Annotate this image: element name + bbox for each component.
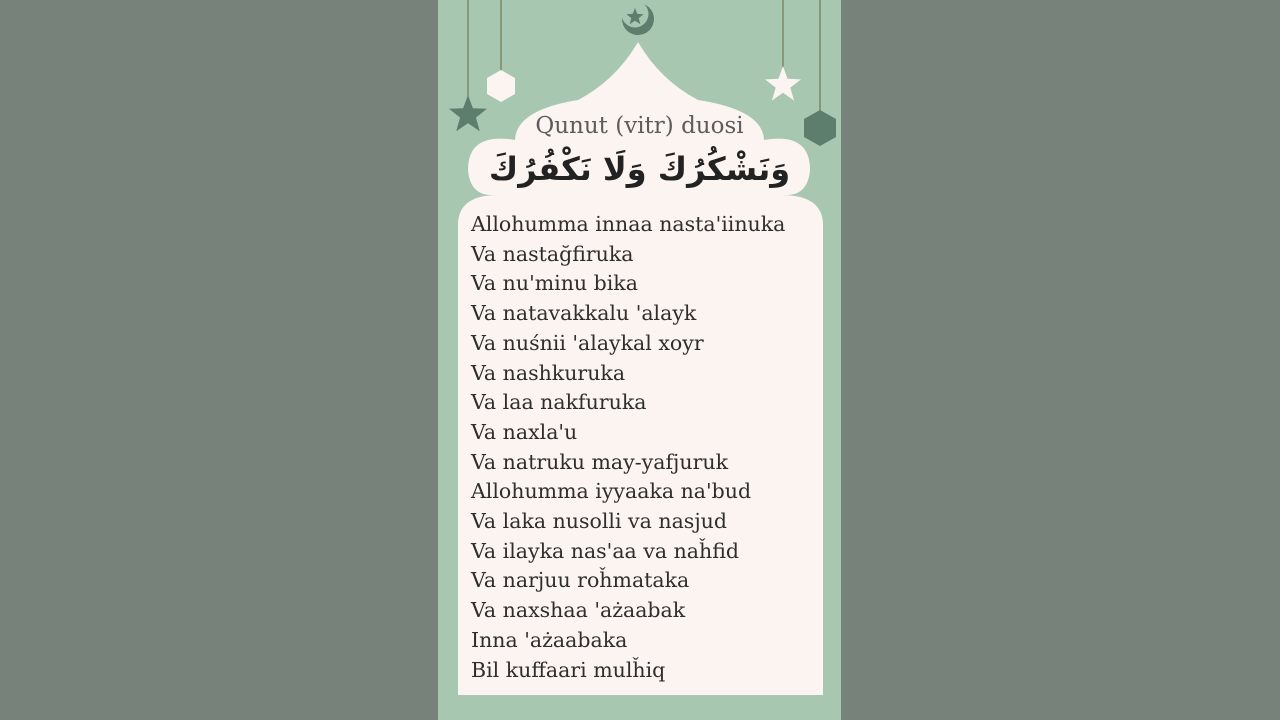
dua-line: Va nashkuruka — [471, 360, 626, 385]
dua-line: Va laa nakfuruka — [471, 390, 647, 415]
dua-text-list — [471, 210, 826, 685]
dua-line: Va narjuu roȟmataka — [471, 568, 690, 593]
left-letterbox — [0, 0, 438, 720]
dua-line: Allohumma innaa nasta'iinuka — [471, 212, 786, 236]
right-letterbox — [841, 0, 1280, 720]
dua-line: Allohumma iyyaaka na'bud — [471, 479, 752, 504]
dua-line: Va nu'minu bika — [471, 271, 638, 296]
dua-line: Va nastağfiruka — [471, 241, 634, 266]
crescent-star-icon — [622, 1, 655, 36]
dua-line: Va naxla'u — [471, 419, 578, 444]
dua-line: Va natavakkalu 'alayk — [471, 301, 697, 326]
dua-line: Bil kuffaari mulȟiq — [471, 657, 666, 682]
left-hexagon-icon — [487, 70, 515, 102]
page-title: Qunut (vitr) duosi — [535, 113, 744, 139]
arabic-phrase: وَنَشْكُرُكَ وَلَا نَكْفُرُكَ — [488, 150, 791, 188]
dua-line: Va laka nusolli va nasjud — [471, 509, 727, 534]
dua-line: Va natruku may-yafjuruk — [471, 449, 729, 474]
dua-line: Inna 'ażaabaka — [471, 627, 628, 652]
dua-line: Va ilayka nas'aa va naȟfid — [471, 538, 740, 563]
dua-poster — [438, 0, 841, 720]
right-star-icon — [765, 66, 801, 101]
dua-line: Va naxshaa 'ażaabak — [471, 598, 686, 623]
dua-line: Va nuśnii 'alaykal xoyr — [471, 330, 704, 355]
